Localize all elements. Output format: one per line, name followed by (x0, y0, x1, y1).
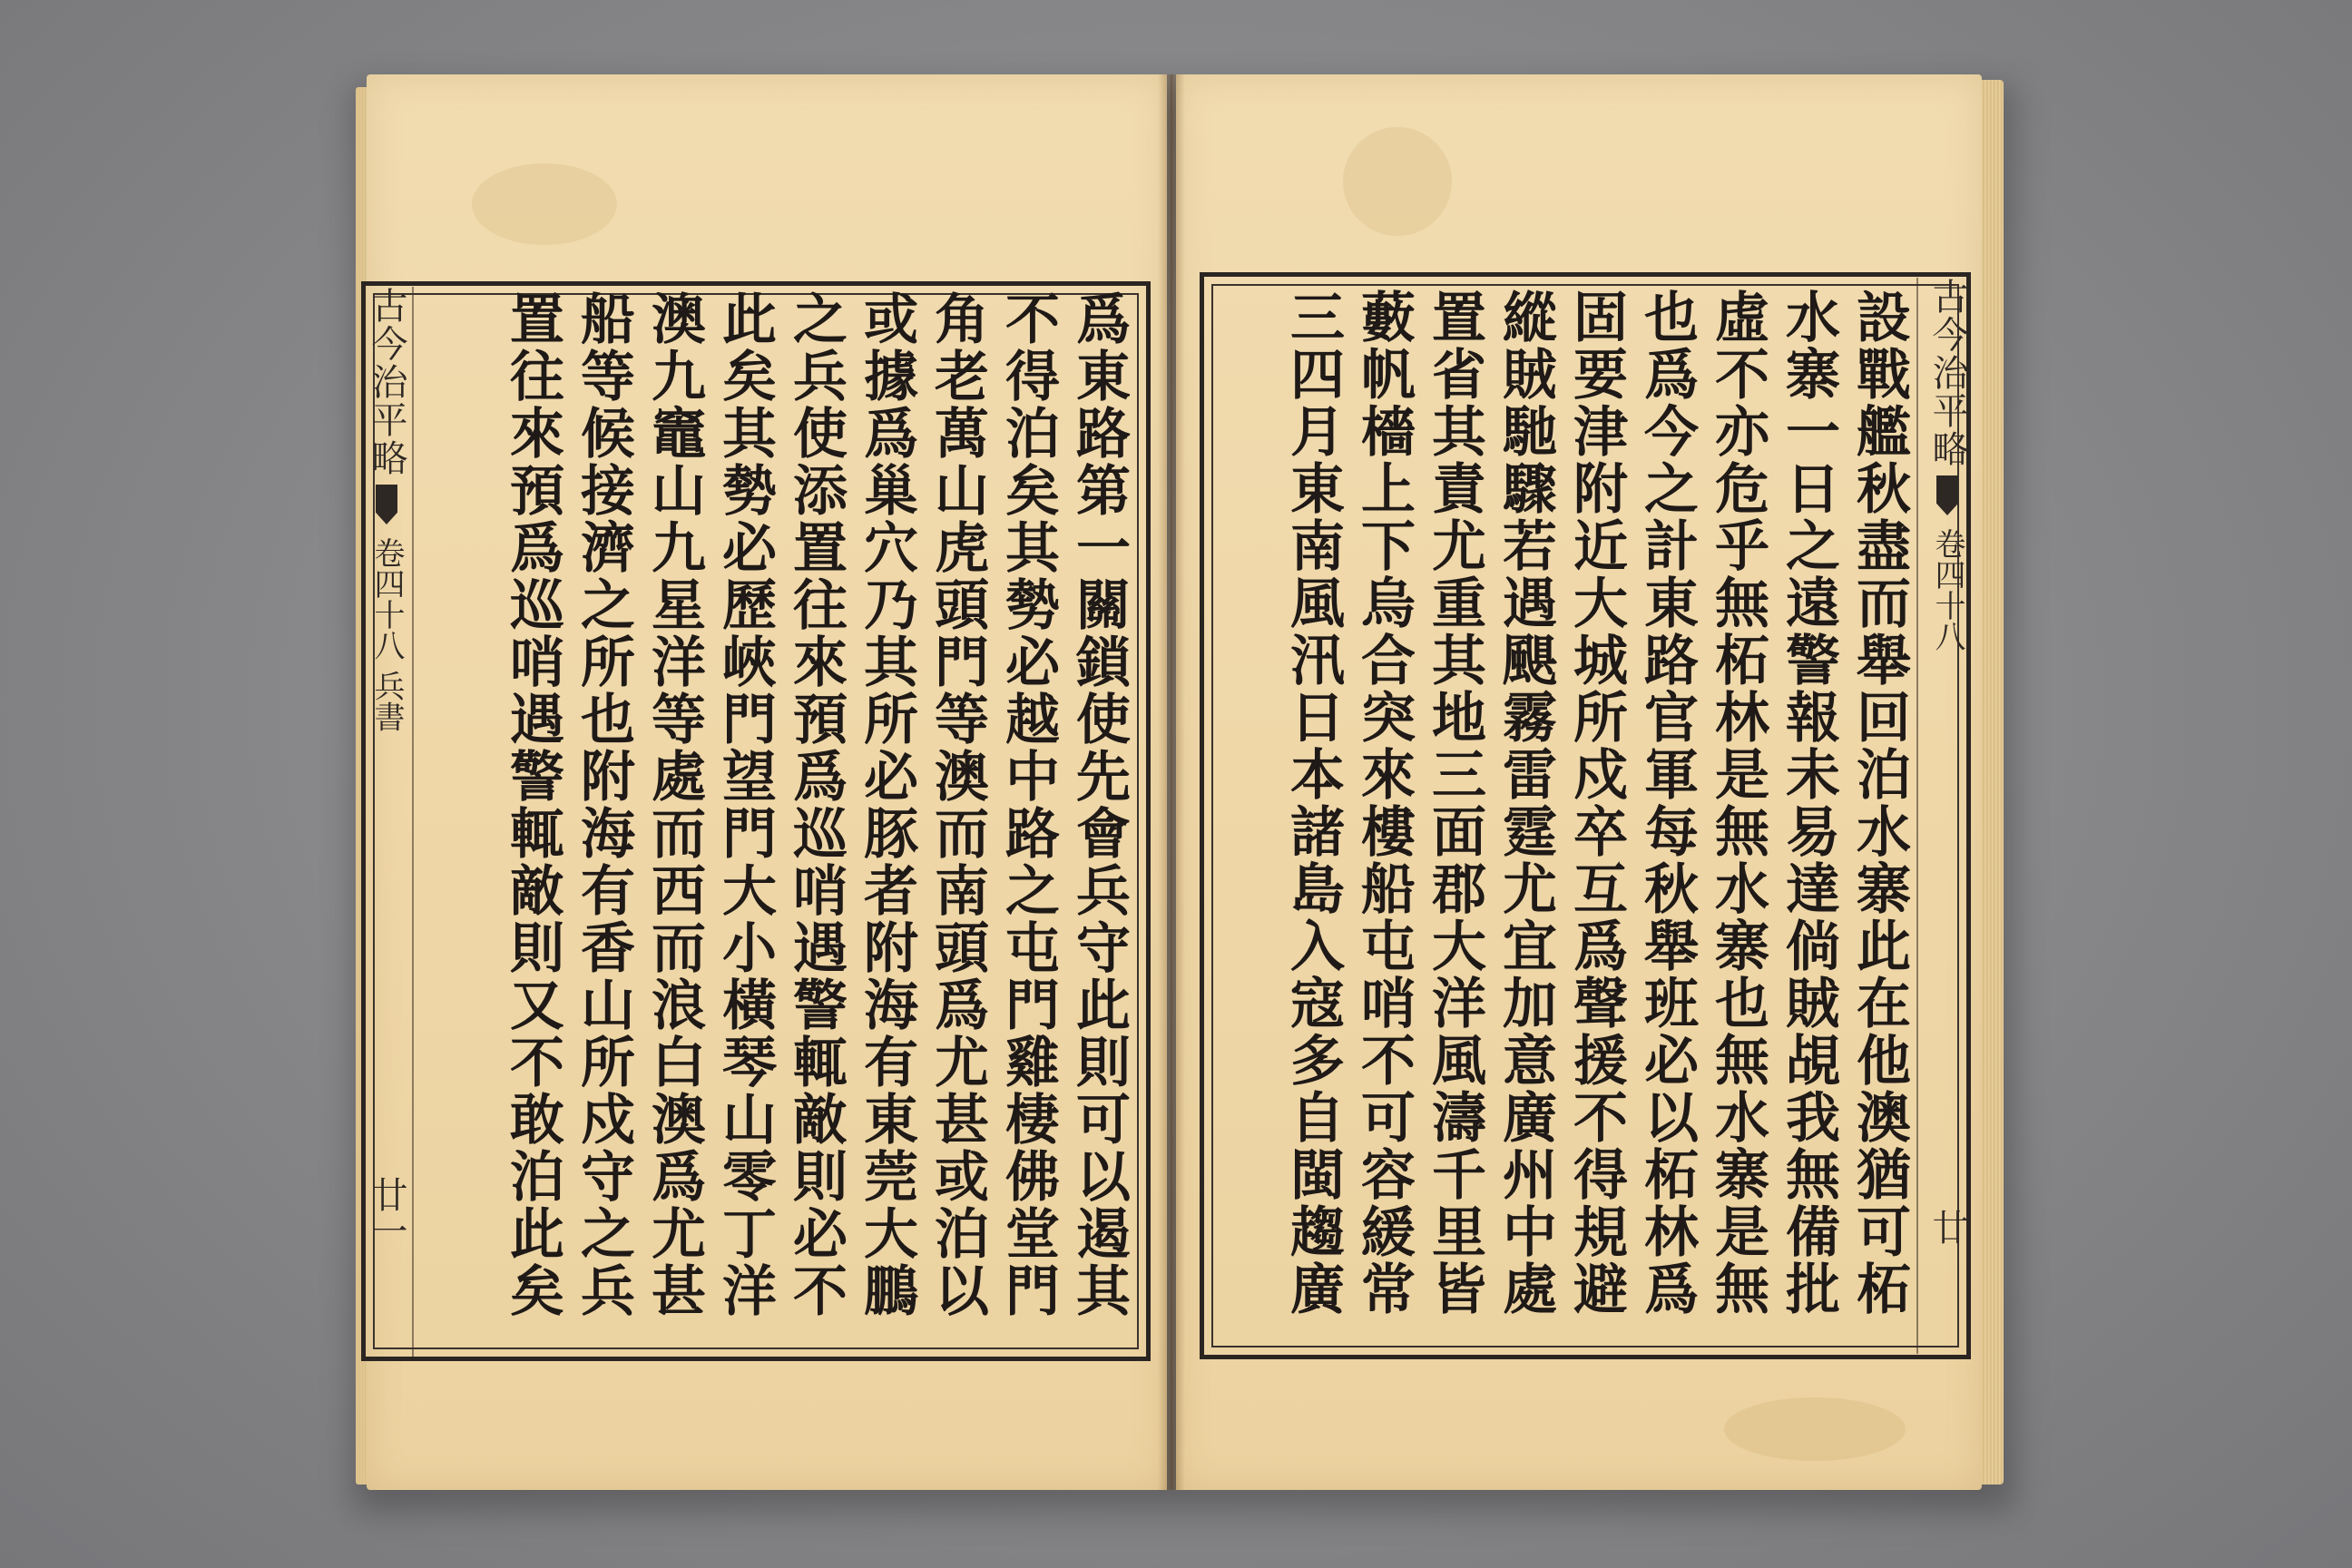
text-column: 藪帆檣上下烏合突來樓船屯哨不可容緩常 (1352, 289, 1416, 1318)
book-spine (1158, 74, 1185, 1490)
section-label: 卷四十八 兵書 (368, 537, 405, 732)
text-column: 設戰艦秋盡而舉回泊水寨此在他澳猶可柘 (1847, 289, 1911, 1318)
left-center-column (363, 287, 410, 1357)
text-column: 置往來預爲巡哨遇警輒敵則又不敢泊此矣 (501, 290, 564, 1319)
text-column: 角老萬山虎頭門等澳而南頭爲尤甚或泊以 (926, 290, 989, 1319)
text-column: 澳九竈山九星洋等處而西而浪白澳爲尤甚 (642, 290, 706, 1319)
text-column: 爲東路第一關鎖使先會兵守此則可以遏其 (1067, 290, 1131, 1319)
paper-stain (1343, 127, 1452, 236)
text-column: 虛不亦危乎無柘林是無水寨也無水寨是無 (1706, 289, 1769, 1318)
book-title: 古今治平略 (366, 287, 407, 477)
text-column: 水寨一日之遠警報未易達倘賊覘我無備批 (1777, 289, 1840, 1318)
section-label: 卷四十八 (1929, 528, 1965, 652)
paper-stain (1724, 1397, 1906, 1461)
text-column: 縱賊馳驟若遇颶霧雷霆尤宜加意廣州中處 (1494, 289, 1557, 1318)
text-column: 也爲今之計東路官軍每秋舉班必以柘林爲 (1635, 289, 1699, 1318)
fish-tail-mark-icon (376, 485, 397, 524)
text-column: 之兵使添置往來預爲巡哨遇警輒敵則必不 (784, 290, 848, 1319)
column-rule (1916, 278, 1918, 1354)
text-column: 置省其責尤重其地三面郡大洋風濤千里皆 (1423, 289, 1486, 1318)
text-column: 不得泊矣其勢必越中路之屯門雞棲佛堂門 (996, 290, 1060, 1319)
right-center-column (1924, 278, 1971, 1354)
text-column: 或據爲巢穴乃其所必豚者附海有東莞大鵬 (855, 290, 918, 1319)
folio-number: 廿一 (366, 1176, 407, 1249)
text-column: 船等候接濟之所也附海有香山所戍守之兵 (572, 290, 635, 1319)
column-rule (412, 287, 414, 1357)
fish-tail-mark-icon (1936, 475, 1958, 515)
book-title: 古今治平略 (1926, 278, 1968, 468)
text-column: 此矣其勢必歷峽門望門大小橫琴山零丁洋 (713, 290, 777, 1319)
text-column: 固要津附近大城所戍卒互爲聲援不得規避 (1564, 289, 1628, 1318)
folio-number: 廿 (1926, 1209, 1968, 1245)
paper-stain (472, 163, 617, 245)
right-text-body (1207, 289, 1915, 1350)
left-text-body (426, 290, 1134, 1352)
right-page-edges (1978, 80, 2004, 1485)
text-column: 三四月東南風汛日本諸島入寇多自閩趨廣 (1281, 289, 1345, 1318)
